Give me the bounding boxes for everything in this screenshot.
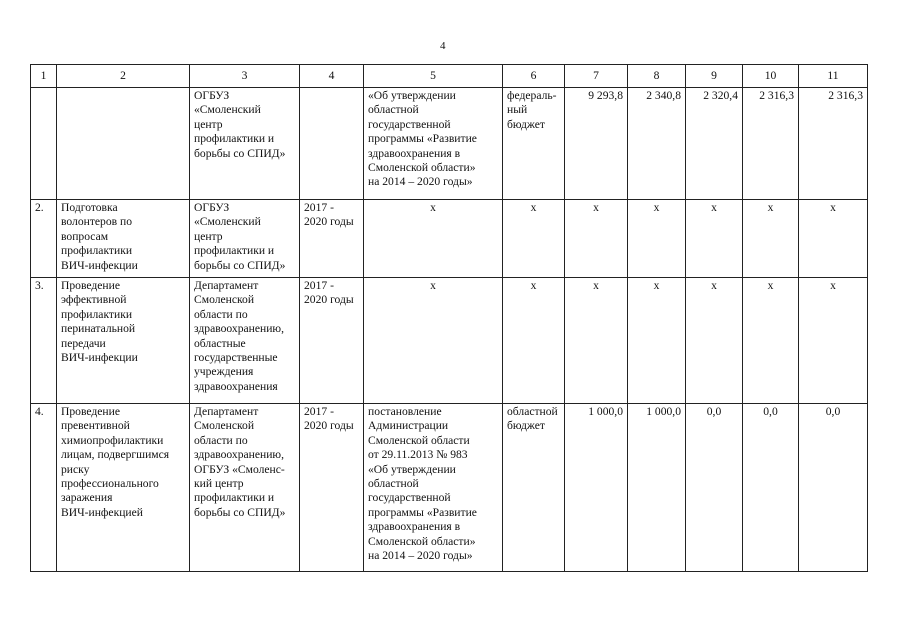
amount-total: 9 293,8	[565, 88, 628, 200]
amount-2018: х	[686, 278, 743, 404]
implementation-period: 2017 - 2020 годы	[300, 200, 364, 278]
amount-2017: х	[628, 200, 686, 278]
amount-2018: 0,0	[686, 404, 743, 572]
column-number: 4	[300, 65, 364, 88]
row-number: 3.	[31, 278, 57, 404]
funding-source: федераль- ный бюджет	[503, 88, 565, 200]
funding-source: областной бюджет	[503, 404, 565, 572]
responsible-executor: ОГБУЗ «Смоленский центр профилактики и борьбы со СПИД»	[190, 200, 300, 278]
legal-act: х	[364, 200, 503, 278]
column-number: 2	[57, 65, 190, 88]
measure-name: Проведение эффективной профилактики перинатальной передачи ВИЧ-инфекции	[57, 278, 190, 404]
page-number: 4	[440, 40, 446, 52]
measure-name: Подготовка волонтеров по вопросам профилактики ВИЧ-инфекции	[57, 200, 190, 278]
amount-2017: х	[628, 278, 686, 404]
funding-source: х	[503, 278, 565, 404]
column-number: 9	[686, 65, 743, 88]
legal-act: постановление Администрации Смоленской области от 29.11.2013 № 983 «Об утверждении областной государственной программы «Развитие здравоохранения в Смоленской области» на 2014 – 2020 годы»	[364, 404, 503, 572]
legal-act: «Об утверждении областной государственной программы «Развитие здравоохранения в Смоленской области» на 2014 – 2020 годы»	[364, 88, 503, 200]
amount-total: 1 000,0	[565, 404, 628, 572]
column-number: 6	[503, 65, 565, 88]
implementation-period: 2017 - 2020 годы	[300, 278, 364, 404]
column-number-row	[31, 65, 868, 88]
amount-2018: 2 320,4	[686, 88, 743, 200]
amount-2020: 2 316,3	[799, 88, 868, 200]
column-number: 11	[799, 65, 868, 88]
column-number: 7	[565, 65, 628, 88]
column-number: 10	[743, 65, 799, 88]
table-row	[31, 200, 868, 278]
responsible-executor: Департамент Смоленской области по здравоохранению, областные государственные учреждения здравоохранения	[190, 278, 300, 404]
table-row	[31, 88, 868, 200]
column-number: 5	[364, 65, 503, 88]
table-row	[31, 278, 868, 404]
amount-2017: 1 000,0	[628, 404, 686, 572]
column-number: 8	[628, 65, 686, 88]
column-number: 3	[190, 65, 300, 88]
amount-2020: 0,0	[799, 404, 868, 572]
responsible-executor: Департамент Смоленской области по здравоохранению, ОГБУЗ «Смоленс- кий центр профилактики и борьбы со СПИД»	[190, 404, 300, 572]
amount-2018: х	[686, 200, 743, 278]
measure-name: Проведение превентивной химиопрофилактики лицам, подвергшимся риску профессионального заражения ВИЧ-инфекцией	[57, 404, 190, 572]
row-number: 4.	[31, 404, 57, 572]
amount-2020: х	[799, 278, 868, 404]
amount-2019: 2 316,3	[743, 88, 799, 200]
amount-2020: х	[799, 200, 868, 278]
responsible-executor: ОГБУЗ «Смоленский центр профилактики и борьбы со СПИД»	[190, 88, 300, 200]
implementation-period	[300, 88, 364, 200]
amount-2017: 2 340,8	[628, 88, 686, 200]
column-number: 1	[31, 65, 57, 88]
amount-total: х	[565, 200, 628, 278]
row-number	[31, 88, 57, 200]
measure-name	[57, 88, 190, 200]
funding-source: х	[503, 200, 565, 278]
amount-2019: 0,0	[743, 404, 799, 572]
legal-act: х	[364, 278, 503, 404]
implementation-period: 2017 - 2020 годы	[300, 404, 364, 572]
row-number: 2.	[31, 200, 57, 278]
amount-2019: х	[743, 278, 799, 404]
program-measures-table	[30, 64, 868, 572]
table-row	[31, 404, 868, 572]
amount-total: х	[565, 278, 628, 404]
amount-2019: х	[743, 200, 799, 278]
